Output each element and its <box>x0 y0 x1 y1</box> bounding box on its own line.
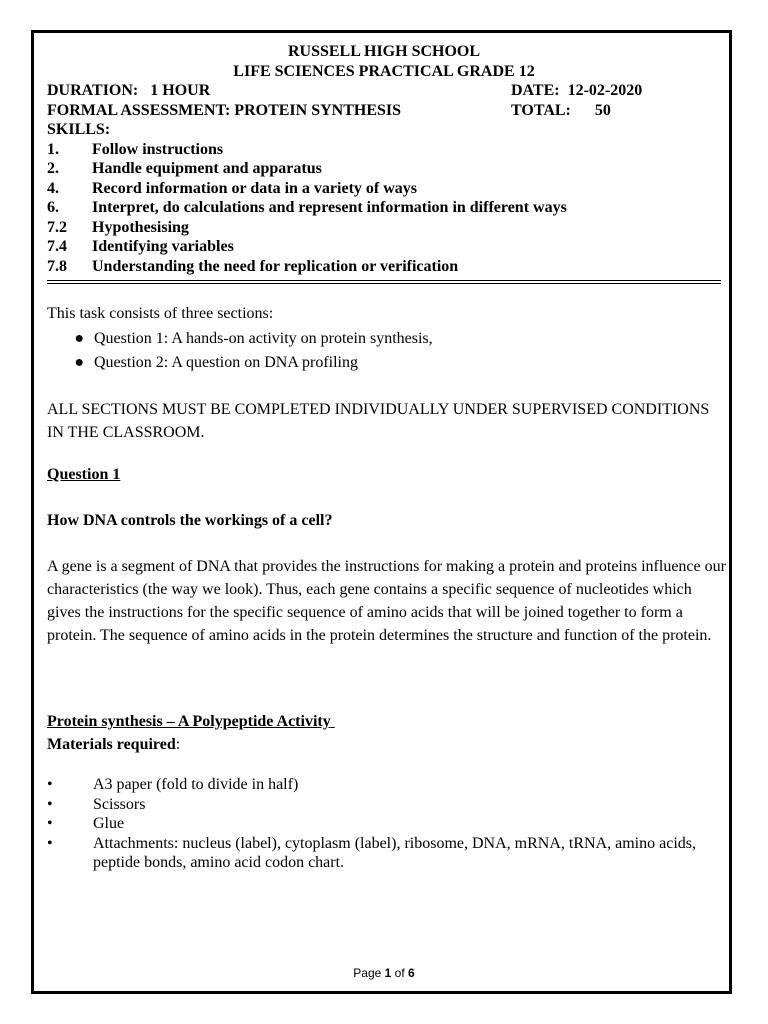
page-footer: Page 1 of 6 <box>353 966 415 980</box>
list-item: ● Question 2: A question on DNA profiling <box>47 351 727 375</box>
skill-text: Understanding the need for replication or verification <box>92 257 459 275</box>
question-1-heading: Question 1 <box>47 466 121 483</box>
skill-text: Interpret, do calculations and represent information in different ways <box>92 199 567 216</box>
materials-label: Materials required <box>47 736 176 753</box>
bullet-icon: ● <box>74 330 84 347</box>
question-1-paragraph: A gene is a segment of DNA that provides the instructions for making a protein and proteins influence our characteristics (the way we look). Thus, each gene contains a specific sequence of nucleotides which gives the instructions for the specific sequence of amino acids that will be joined together to form a protein. The sequence of amino acids in the protein determines the structure and function of the protein. <box>47 558 726 644</box>
activity-title-wrap <box>47 713 727 731</box>
skill-number: 7.8 <box>47 257 67 275</box>
intro-bullets <box>47 327 727 375</box>
skill-number: 1. <box>47 140 59 158</box>
school-name: RUSSELL HIGH SCHOOL <box>287 43 481 60</box>
skill-item <box>47 179 721 199</box>
assessment-total-row <box>47 101 721 121</box>
skill-item <box>47 159 721 179</box>
question-1-subheading: How DNA controls the workings of a cell? <box>47 512 333 529</box>
skill-item <box>47 257 721 277</box>
materials-list <box>47 775 727 873</box>
list-item: ● Question 1: A hands-on activity on protein synthesis, <box>47 327 727 351</box>
current-page: 1 <box>384 966 392 980</box>
activity-title: Protein synthesis – A Polypeptide Activity <box>47 713 331 730</box>
list-item <box>47 834 727 873</box>
skill-item <box>47 140 721 160</box>
material-text: Glue <box>93 815 125 832</box>
total-pages: 6 <box>408 966 415 980</box>
materials-label-wrap: Materials required: <box>47 736 181 753</box>
skill-number: 7.2 <box>47 218 67 236</box>
duration-date-row <box>47 81 721 101</box>
skill-text: Handle equipment and apparatus <box>92 160 322 177</box>
document-header <box>47 42 721 276</box>
subject-title: LIFE SCIENCES PRACTICAL GRADE 12 <box>233 62 535 80</box>
skill-item <box>47 218 721 238</box>
skill-number: 4. <box>47 179 59 197</box>
material-text: Attachments: nucleus (label), cytoplasm (label), ribosome, DNA, mRNA, tRNA, amino acids, peptide bonds, amino acid codon chart. <box>93 834 696 871</box>
material-text: Scissors <box>93 795 146 813</box>
skill-text: Follow instructions <box>92 140 224 158</box>
header-divider <box>47 280 721 284</box>
skill-item <box>47 198 721 218</box>
skill-number: 2. <box>47 160 59 177</box>
bullet-icon: • <box>47 795 53 813</box>
skill-text: Record information or data in a variety of ways <box>92 179 417 197</box>
list-item <box>47 795 727 815</box>
skill-item <box>47 237 721 257</box>
material-text: A3 paper (fold to divide in half) <box>93 776 299 793</box>
assessment-title: FORMAL ASSESSMENT: PROTEIN SYNTHESIS <box>47 101 402 119</box>
skills-list <box>47 140 721 277</box>
bullet-icon: • <box>47 776 53 793</box>
list-item <box>47 814 727 834</box>
bullet-icon: • <box>47 815 53 832</box>
total-marks: TOTAL: 50 <box>511 101 611 119</box>
skill-number: 7.4 <box>47 238 67 255</box>
list-item <box>47 775 727 795</box>
bullet-icon: ● <box>74 354 84 371</box>
skill-text: Identifying variables <box>92 238 234 255</box>
duration: DURATION: 1 HOUR <box>47 82 211 99</box>
supervision-notice: ALL SECTIONS MUST BE COMPLETED INDIVIDUALLY UNDER SUPERVISED CONDITIONS IN THE CLASSROOM. <box>47 401 710 441</box>
intro-text: This task consists of three sections: <box>47 305 274 322</box>
bullet-icon: • <box>47 834 53 852</box>
skills-label: SKILLS: <box>47 121 111 138</box>
skill-text: Hypothesising <box>92 218 189 236</box>
skill-number: 6. <box>47 199 59 216</box>
date: DATE: 12-02-2020 <box>511 82 643 99</box>
